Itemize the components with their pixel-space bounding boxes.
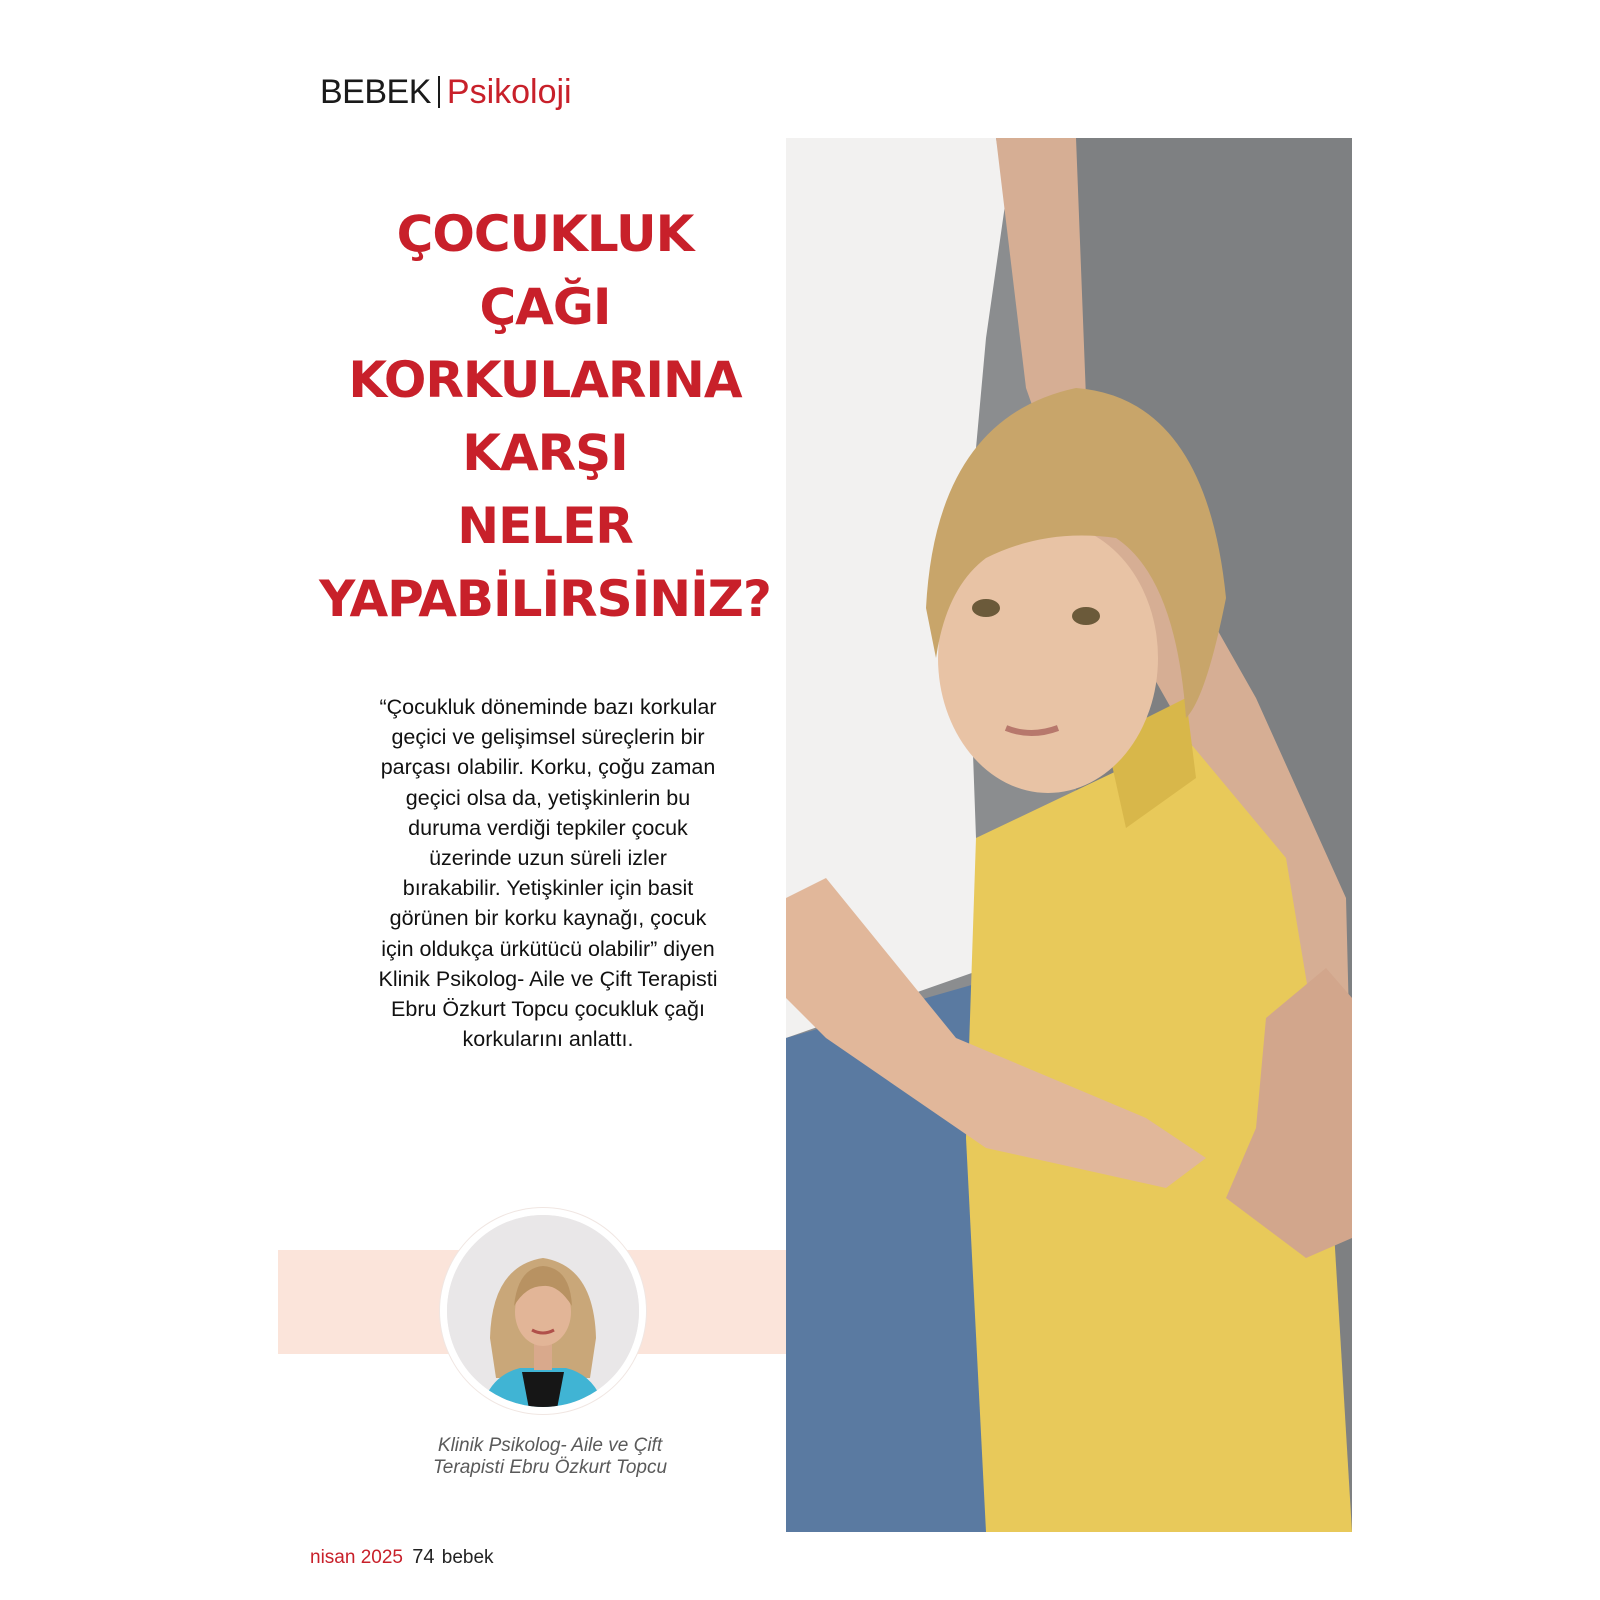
section-header <box>320 72 572 112</box>
headline-line: ÇOCUKLUK <box>396 205 694 263</box>
author-caption <box>400 1435 700 1479</box>
page-footer <box>310 1545 494 1570</box>
hero-photo <box>786 138 1352 1532</box>
child-hugging-parent-image <box>786 138 1352 1532</box>
magazine-name: bebek <box>441 1547 494 1568</box>
caption-line: Terapisti Ebru Özkurt Topcu <box>432 1457 668 1478</box>
header-divider <box>438 76 440 108</box>
article-headline <box>300 198 790 636</box>
article-intro: “Çocukluk döneminde bazı korkular geçici ve gelişimsel süreçlerin bir parçası olabilir. Korku, çoğu zaman geçici olsa da, yetişkinlerin bu duruma verdiği tepkiler çocuk üzerinde uzun süreli izler bırakabilir. Yetişkinler için basit görünen bir korku kaynağı, çocuk için oldukça ürkütücü olabilir” diyen Klinik Psikolog- Aile ve Çift Terapisti Ebru Özkurt Topcu çocukluk çağı korkularını anlattı. <box>378 695 718 1052</box>
section-label: BEBEK <box>320 73 431 111</box>
author-portrait <box>440 1208 646 1414</box>
headline-line: KARŞI <box>462 424 628 482</box>
headline-line: ÇAĞI <box>479 278 611 336</box>
caption-line: Klinik Psikolog- Aile ve Çift <box>437 1435 663 1456</box>
issue-date: nisan 2025 <box>310 1547 403 1568</box>
page-number: 74 <box>412 1546 435 1568</box>
headline-line: NELER <box>457 497 633 555</box>
author-photo <box>440 1208 646 1414</box>
subsection-label: Psikoloji <box>446 73 572 111</box>
headline-line: YAPABİLİRSİNİZ? <box>319 570 771 628</box>
headline-line: KORKULARINA <box>348 351 742 409</box>
